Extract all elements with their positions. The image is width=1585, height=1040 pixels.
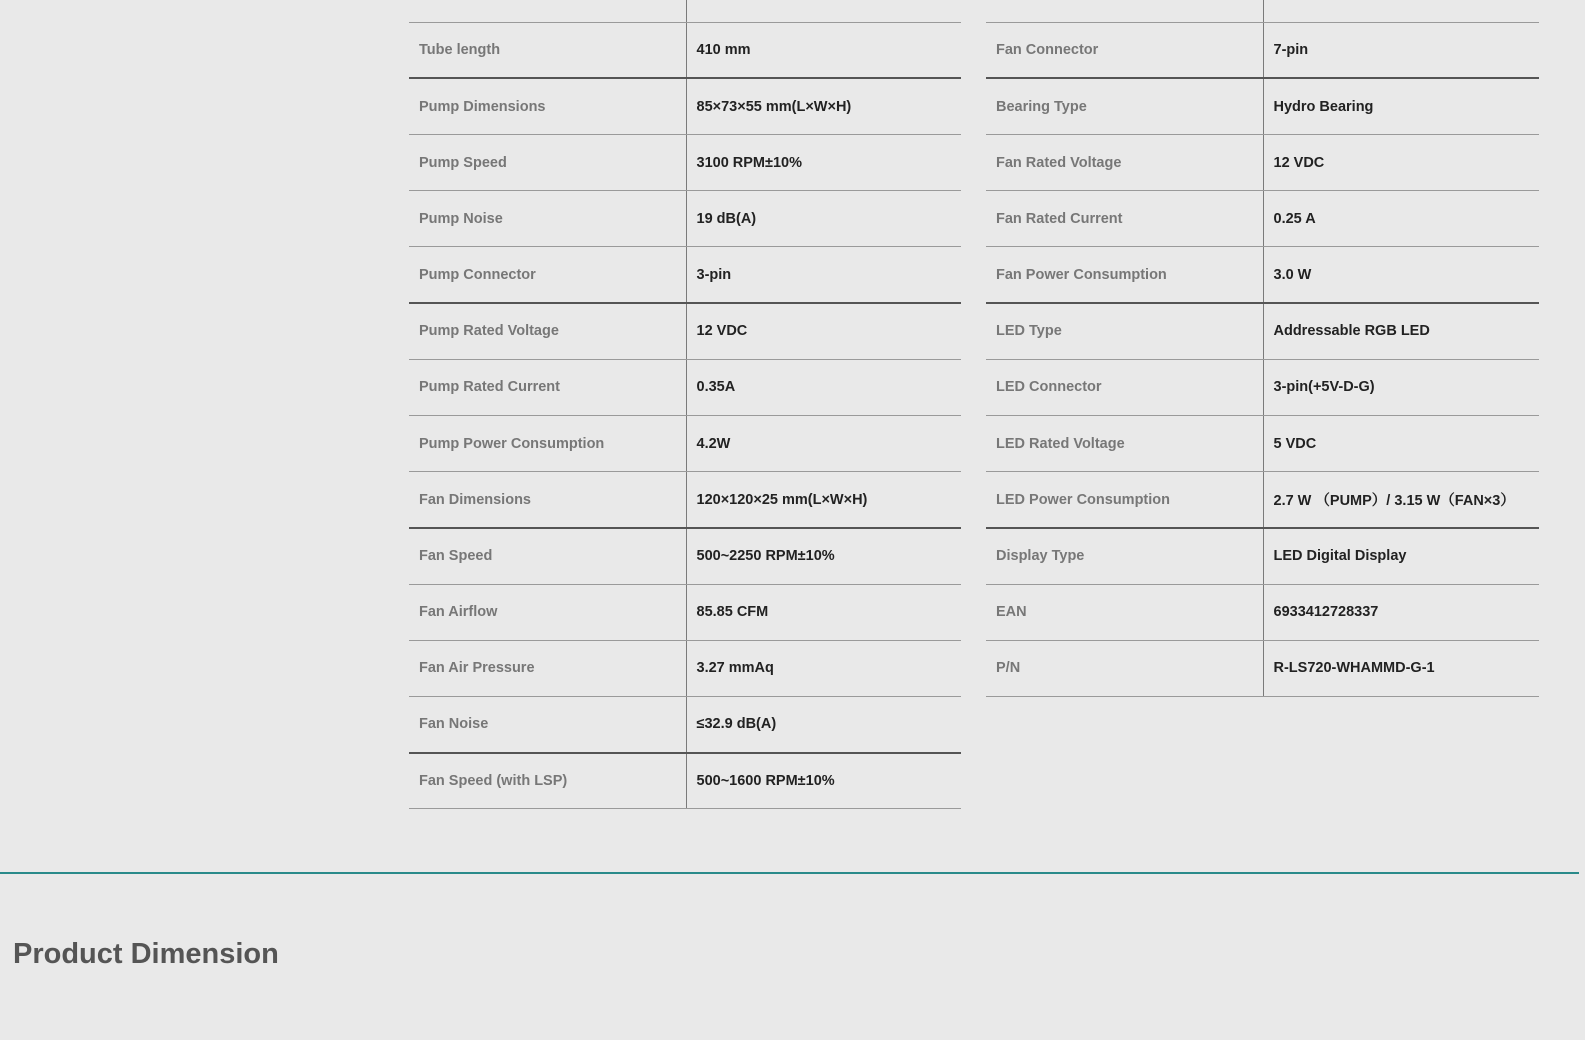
spec-value: 12 VDC bbox=[1263, 135, 1539, 191]
spec-row bbox=[409, 528, 961, 584]
spec-row bbox=[409, 753, 961, 809]
spec-value: 12 VDC bbox=[686, 303, 961, 359]
spec-value: 0.35A bbox=[686, 359, 961, 415]
section-divider bbox=[0, 872, 1579, 874]
spec-row bbox=[409, 584, 961, 640]
spec-row bbox=[986, 135, 1539, 191]
spec-value: 2.7 W （PUMP）/ 3.15 W（FAN×3） bbox=[1263, 472, 1539, 528]
spec-row bbox=[986, 472, 1539, 528]
spec-value: ≤32.9 dB(A) bbox=[686, 696, 961, 752]
spec-value: 5 VDC bbox=[1263, 416, 1539, 472]
spec-row bbox=[409, 416, 961, 472]
spec-row bbox=[409, 78, 961, 134]
spec-value: 0.25 A bbox=[1263, 191, 1539, 247]
spec-table-right bbox=[986, 0, 1539, 697]
spec-label: Fan Dimensions bbox=[409, 472, 686, 528]
spec-value bbox=[686, 0, 961, 22]
spec-label: Pump Noise bbox=[409, 191, 686, 247]
spec-row bbox=[409, 472, 961, 528]
spec-row bbox=[409, 0, 961, 22]
spec-value: 4.2W bbox=[686, 416, 961, 472]
spec-row bbox=[986, 0, 1539, 22]
spec-row bbox=[986, 78, 1539, 134]
spec-row bbox=[409, 359, 961, 415]
spec-row bbox=[409, 303, 961, 359]
spec-row bbox=[986, 416, 1539, 472]
spec-value: 3.0 W bbox=[1263, 247, 1539, 303]
spec-label: P/N bbox=[986, 640, 1263, 696]
spec-value: 410 mm bbox=[686, 22, 961, 78]
spec-label: Fan Noise bbox=[409, 696, 686, 752]
spec-row bbox=[986, 191, 1539, 247]
spec-row bbox=[986, 22, 1539, 78]
spec-label: Pump Rated Voltage bbox=[409, 303, 686, 359]
spec-label: Pump Connector bbox=[409, 247, 686, 303]
spec-row bbox=[409, 22, 961, 78]
spec-value: 3-pin bbox=[686, 247, 961, 303]
spec-value bbox=[1263, 0, 1539, 22]
spec-label: EAN bbox=[986, 584, 1263, 640]
spec-value: 500~2250 RPM±10% bbox=[686, 528, 961, 584]
spec-row bbox=[986, 528, 1539, 584]
spec-row bbox=[986, 640, 1539, 696]
spec-label: LED Type bbox=[986, 303, 1263, 359]
spec-value: 85×73×55 mm(L×W×H) bbox=[686, 78, 961, 134]
spec-label: Fan Power Consumption bbox=[986, 247, 1263, 303]
spec-label: Display Type bbox=[986, 528, 1263, 584]
spec-value: Hydro Bearing bbox=[1263, 78, 1539, 134]
spec-row bbox=[409, 135, 961, 191]
spec-row bbox=[409, 696, 961, 752]
spec-value: 3.27 mmAq bbox=[686, 640, 961, 696]
spec-label: Pump Speed bbox=[409, 135, 686, 191]
spec-row bbox=[986, 247, 1539, 303]
spec-label: Bearing Type bbox=[986, 78, 1263, 134]
spec-label: Fan Air Pressure bbox=[409, 640, 686, 696]
spec-label: Fan Rated Current bbox=[986, 191, 1263, 247]
spec-label: Pump Power Consumption bbox=[409, 416, 686, 472]
spec-label: Pump Dimensions bbox=[409, 78, 686, 134]
spec-row bbox=[986, 584, 1539, 640]
spec-value: 6933412728337 bbox=[1263, 584, 1539, 640]
spec-row bbox=[986, 359, 1539, 415]
spec-value: 500~1600 RPM±10% bbox=[686, 753, 961, 809]
spec-label: LED Connector bbox=[986, 359, 1263, 415]
spec-label: Fan Rated Voltage bbox=[986, 135, 1263, 191]
spec-label: Fan Airflow bbox=[409, 584, 686, 640]
spec-value: 3-pin(+5V-D-G) bbox=[1263, 359, 1539, 415]
spec-value: LED Digital Display bbox=[1263, 528, 1539, 584]
spec-value: Addressable RGB LED bbox=[1263, 303, 1539, 359]
spec-label: LED Power Consumption bbox=[986, 472, 1263, 528]
spec-value: 7-pin bbox=[1263, 22, 1539, 78]
spec-row bbox=[409, 247, 961, 303]
spec-row bbox=[409, 640, 961, 696]
spec-value: 85.85 CFM bbox=[686, 584, 961, 640]
spec-table-left bbox=[409, 0, 961, 809]
spec-label: LED Rated Voltage bbox=[986, 416, 1263, 472]
spec-value: R-LS720-WHAMMD-G-1 bbox=[1263, 640, 1539, 696]
spec-label: Fan Speed (with LSP) bbox=[409, 753, 686, 809]
spec-value: 3100 RPM±10% bbox=[686, 135, 961, 191]
section-title: Product Dimension bbox=[13, 938, 279, 970]
spec-value: 120×120×25 mm(L×W×H) bbox=[686, 472, 961, 528]
spec-row bbox=[409, 191, 961, 247]
spec-label bbox=[986, 0, 1263, 22]
spec-label: Tube length bbox=[409, 22, 686, 78]
spec-label: Fan Speed bbox=[409, 528, 686, 584]
spec-row bbox=[986, 303, 1539, 359]
spec-label bbox=[409, 0, 686, 22]
spec-label: Pump Rated Current bbox=[409, 359, 686, 415]
spec-label: Fan Connector bbox=[986, 22, 1263, 78]
spec-value: 19 dB(A) bbox=[686, 191, 961, 247]
